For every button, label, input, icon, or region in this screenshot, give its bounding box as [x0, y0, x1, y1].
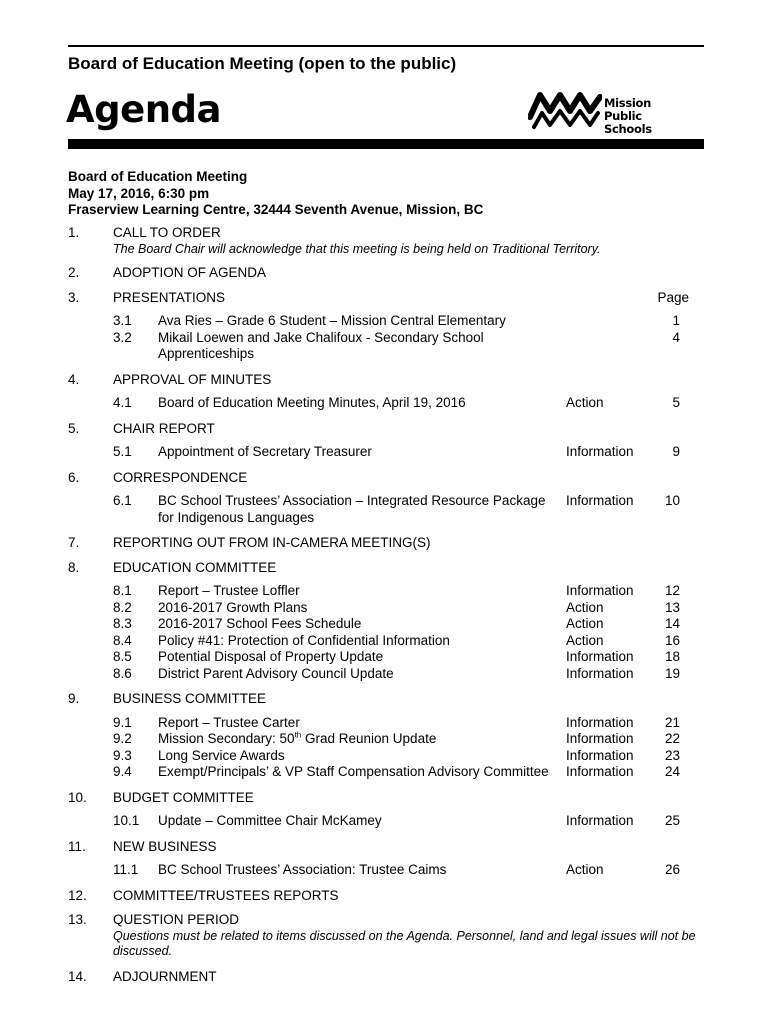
meeting-details — [68, 169, 483, 219]
sub-item-text: Policy #41: Protection of Confidential Information — [158, 632, 450, 648]
sub-item-text: Appointment of Secretary Treasurer — [158, 444, 372, 459]
agenda-list — [68, 225, 704, 985]
agenda-item-title: BUDGET COMMITTEE — [113, 789, 254, 805]
sub-item-text-part: Mission Secondary: 50 — [158, 731, 295, 746]
sub-item-row — [68, 493, 704, 526]
agenda-item-title: QUESTION PERIOD — [113, 912, 240, 927]
agenda-item-title: APPROVAL OF MINUTES — [113, 371, 272, 387]
top-rule — [68, 45, 704, 47]
agenda-item-number: 10. — [68, 789, 87, 805]
sub-item-text-part: Grad Reunion Update — [301, 731, 437, 746]
agenda-item — [68, 290, 704, 363]
meeting-location: Fraserview Learning Centre, 32444 Seventh Avenue, Mission, BC — [68, 202, 484, 217]
sub-item-row — [68, 600, 704, 617]
agenda-item — [68, 535, 704, 552]
sub-item-text: Mikail Loewen and Jake Chalifoux - Secondary School Apprenticeships — [158, 329, 484, 361]
sub-item-row — [68, 616, 704, 633]
agenda-item-number: 8. — [68, 559, 80, 575]
agenda-item-number: 1. — [68, 225, 80, 240]
agenda-item-heading — [68, 969, 704, 986]
sub-item-text: BC School Trustees’ Association: Trustee Caims — [158, 862, 447, 877]
sub-item-type: Information — [566, 665, 634, 681]
meeting-name: Board of Education Meeting — [68, 169, 248, 184]
sub-item-page: 12 — [664, 583, 680, 598]
agenda-item-heading — [68, 839, 704, 856]
agenda-item-heading — [68, 790, 704, 807]
sub-item-number: 5.1 — [113, 444, 132, 459]
sub-item-page: 1 — [672, 313, 680, 328]
agenda-item-title: ADJOURNMENT — [113, 968, 217, 984]
agenda-item-number: 2. — [68, 265, 80, 280]
sub-item-number: 8.5 — [113, 649, 132, 664]
sub-item-type: Information — [566, 444, 634, 459]
agenda-item-number: 7. — [68, 535, 80, 550]
agenda-item-heading — [68, 265, 704, 282]
agenda-item — [68, 372, 704, 412]
sub-item-type: Action — [566, 616, 604, 631]
agenda-item-number: 12. — [68, 887, 87, 903]
sub-item-page: 24 — [664, 764, 680, 779]
sub-item-page: 26 — [664, 862, 680, 877]
agenda-item-note: Questions must be related to items discussed on the Agenda. Personnel, land and legal issues will not be discussed. — [113, 928, 696, 958]
agenda-item-heading — [68, 912, 704, 929]
ordinal-superscript: th — [294, 730, 302, 740]
agenda-item-number: 11. — [68, 838, 86, 854]
agenda-item — [68, 839, 704, 879]
sub-item-row — [68, 731, 704, 748]
agenda-item-heading — [68, 225, 704, 242]
sub-item-list — [68, 583, 704, 682]
sub-item-page: 22 — [664, 731, 680, 746]
agenda-item-number: 14. — [68, 968, 87, 984]
page-title: Board of Education Meeting (open to the public) — [68, 54, 457, 73]
agenda-item-heading — [68, 888, 704, 905]
sub-item-text: Report – Trustee Carter — [158, 714, 300, 730]
sub-item-row — [68, 330, 704, 363]
sub-item-page: 16 — [664, 632, 680, 648]
sub-item-number: 8.4 — [113, 632, 132, 648]
sub-item-list — [68, 313, 704, 363]
sub-item-type: Information — [566, 813, 634, 828]
agenda-item-number: 5. — [68, 420, 80, 436]
sub-item-number: 10.1 — [113, 813, 140, 828]
sub-item-text: Report – Trustee Loffler — [158, 583, 300, 598]
agenda-item-number: 13. — [68, 912, 87, 927]
sub-item-page: 13 — [664, 599, 680, 615]
sub-item-type: Information — [566, 583, 634, 598]
sub-item-type: Action — [566, 599, 604, 615]
agenda-item-note: The Board Chair will acknowledge that this meeting is being held on Traditional Territory. — [113, 241, 601, 256]
sub-item-list — [68, 444, 704, 461]
sub-item-row — [68, 444, 704, 461]
agenda-item-title: CALL TO ORDER — [113, 225, 221, 240]
agenda-item-heading — [68, 372, 704, 389]
sub-item-type: Action — [566, 395, 604, 410]
sub-item-text: Exempt/Principals’ & VP Staff Compensation Advisory Committee — [158, 764, 549, 779]
sub-item-row — [68, 666, 704, 683]
sub-item-row — [68, 862, 704, 879]
wave-mountain-icon — [528, 87, 602, 131]
agenda-item — [68, 969, 704, 986]
sub-item-number: 4.1 — [113, 395, 132, 410]
sub-item-number: 9.2 — [113, 731, 132, 746]
agenda-item-title: EDUCATION COMMITTEE — [113, 559, 277, 575]
agenda-item-heading — [68, 290, 704, 307]
agenda-item — [68, 790, 704, 830]
agenda-item-title: ADOPTION OF AGENDA — [113, 265, 267, 280]
meeting-date: May 17, 2016, 6:30 pm — [68, 185, 210, 201]
sub-item-text: Board of Education Meeting Minutes, April 19, 2016 — [158, 395, 466, 410]
sub-item-number: 11.1 — [113, 862, 139, 877]
agenda-item — [68, 912, 704, 960]
agenda-item-title: REPORTING OUT FROM IN-CAMERA MEETING(S) — [113, 535, 431, 550]
sub-item-text: 2016-2017 School Fees Schedule — [158, 616, 362, 631]
sub-item-type: Information — [566, 714, 634, 730]
sub-item-page: 5 — [672, 395, 680, 410]
sub-item-text: Long Service Awards — [158, 747, 285, 763]
sub-item-row — [68, 633, 704, 650]
page-column-header: Page — [657, 289, 689, 305]
agenda-item-heading — [68, 691, 704, 708]
sub-item-number: 9.1 — [113, 714, 132, 730]
mission-public-schools-logo — [528, 87, 688, 136]
sub-item-type: Action — [566, 632, 604, 648]
agenda-item-heading — [68, 535, 704, 552]
agenda-item-number: 4. — [68, 371, 80, 387]
agenda-item-heading — [68, 470, 704, 487]
sub-item-row — [68, 583, 704, 600]
sub-item-text — [158, 731, 558, 748]
sub-item-list — [68, 813, 704, 830]
sub-item-page: 23 — [664, 747, 680, 763]
sub-item-number: 9.4 — [113, 764, 132, 779]
sub-item-type: Information — [566, 649, 634, 664]
sub-item-page: 25 — [664, 813, 680, 828]
sub-item-text: Potential Disposal of Property Update — [158, 649, 384, 664]
sub-item-text: 2016-2017 Growth Plans — [158, 599, 308, 615]
sub-item-list — [68, 715, 704, 781]
logo-wordmark — [604, 97, 688, 136]
sub-item-type: Action — [566, 862, 604, 877]
sub-item-text: Ava Ries – Grade 6 Student – Mission Central Elementary — [158, 313, 506, 328]
sub-item-row — [68, 813, 704, 830]
agenda-item-title: NEW BUSINESS — [113, 838, 217, 854]
sub-item-number: 8.2 — [113, 599, 132, 615]
agenda-item-title: CHAIR REPORT — [113, 420, 215, 436]
sub-item-row — [68, 313, 704, 330]
sub-item-page: 10 — [664, 493, 680, 508]
sub-item-row — [68, 395, 704, 412]
sub-item-text: BC School Trustees’ Association – Integrated Resource Package for Indigenous Languages — [158, 493, 546, 525]
agenda-item-heading — [68, 560, 704, 577]
sub-item-type: Information — [566, 747, 634, 763]
sub-item-type: Information — [566, 764, 634, 779]
agenda-item-number: 6. — [68, 469, 80, 485]
sub-item-number: 6.1 — [113, 493, 132, 508]
logo-line-mission: Mission — [604, 96, 652, 110]
sub-item-row — [68, 764, 704, 781]
logo-line-public-schools: Public Schools — [604, 109, 652, 136]
agenda-item — [68, 470, 704, 527]
agenda-item-number: 3. — [68, 289, 80, 305]
sub-item-list — [68, 395, 704, 412]
agenda-item-heading — [68, 421, 704, 438]
sub-item-number: 9.3 — [113, 747, 132, 763]
sub-item-number: 3.1 — [113, 313, 132, 328]
agenda-item-number: 9. — [68, 691, 80, 706]
sub-item-number: 3.2 — [113, 329, 132, 345]
sub-item-text: Update – Committee Chair McKamey — [158, 813, 382, 828]
agenda-item-title: COMMITTEE/TRUSTEES REPORTS — [113, 887, 339, 903]
agenda-item — [68, 560, 704, 683]
agenda-item-title: BUSINESS COMMITTEE — [113, 691, 267, 706]
sub-item-type: Information — [566, 731, 634, 746]
agenda-item-title: CORRESPONDENCE — [113, 469, 248, 485]
sub-item-page: 19 — [664, 665, 680, 681]
agenda-item — [68, 691, 704, 781]
sub-item-page: 18 — [664, 649, 680, 664]
agenda-item — [68, 421, 704, 461]
sub-item-type: Information — [566, 493, 634, 508]
sub-item-row — [68, 649, 704, 666]
sub-item-row — [68, 748, 704, 765]
sub-item-text: District Parent Advisory Council Update — [158, 665, 394, 681]
sub-item-page: 21 — [664, 714, 680, 730]
sub-item-page: 4 — [672, 329, 680, 345]
agenda-item — [68, 888, 704, 905]
sub-item-list — [68, 493, 704, 526]
sub-item-page: 9 — [672, 444, 680, 459]
header-bar — [68, 139, 704, 149]
sub-item-list — [68, 862, 704, 879]
agenda-item — [68, 225, 704, 257]
sub-item-number: 8.1 — [113, 583, 132, 598]
agenda-item-title: PRESENTATIONS — [113, 289, 226, 305]
sub-item-number: 8.3 — [113, 616, 132, 631]
agenda-item — [68, 265, 704, 282]
document-heading: Agenda — [66, 88, 222, 131]
sub-item-page: 14 — [664, 616, 680, 631]
sub-item-row — [68, 715, 704, 732]
sub-item-number: 8.6 — [113, 665, 132, 681]
